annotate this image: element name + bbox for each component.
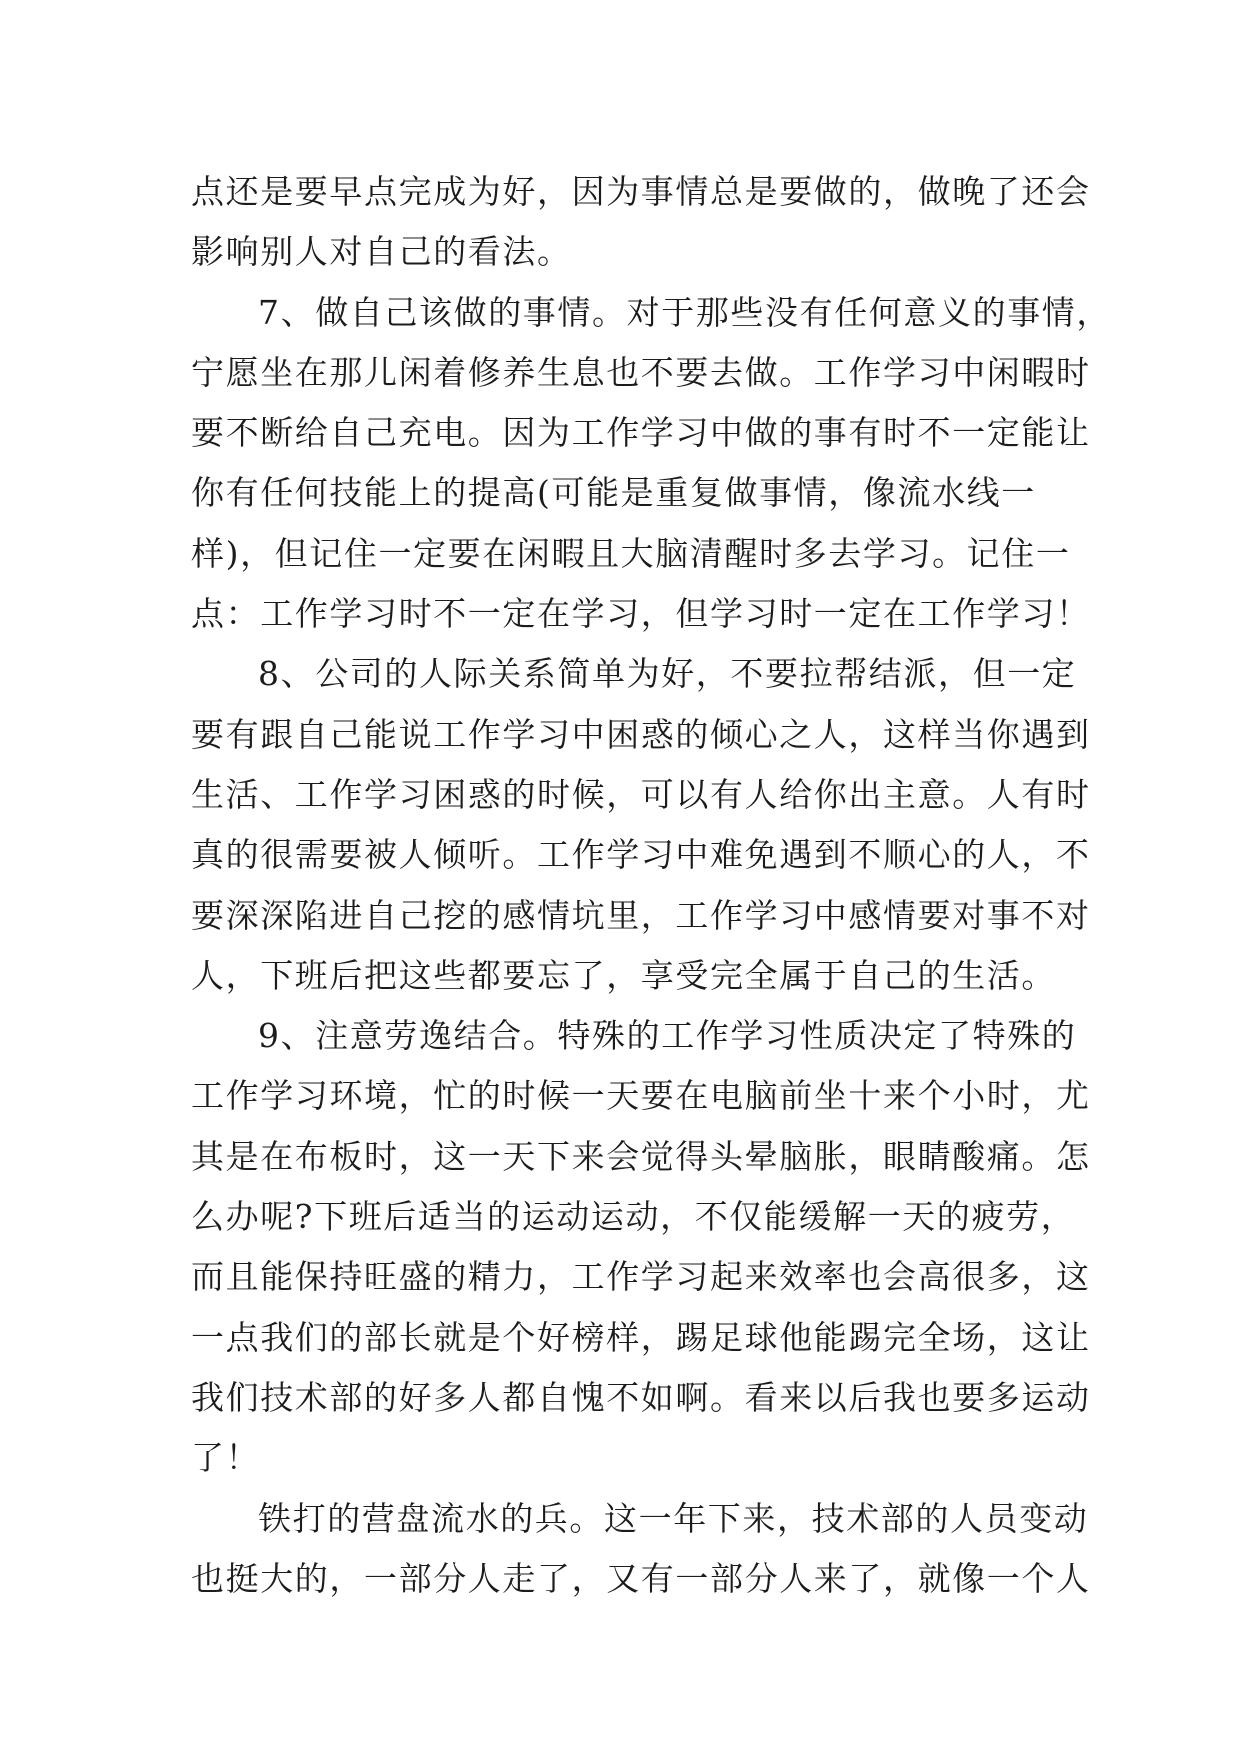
text-line: 你有任何技能上的提高(可能是重复做事情，像流水线一 [191, 473, 1036, 513]
text-line: 一点我们的部长就是个好榜样，踢足球他能踢完全场，这让 [191, 1317, 1091, 1357]
text-line: 生活、工作学习困惑的时候，可以有人给你出主意。人有时 [191, 774, 1091, 814]
text-line: 点还是要早点完成为好，因为事情总是要做的，做晚了还会 [191, 172, 1091, 211]
text-line: 人，下班后把这些都要忘了，享受完全属于自己的生活。 [191, 955, 1056, 995]
text-line: 影响别人对自己的看法。 [191, 232, 572, 272]
text-line: 也挺大的，一部分人走了，又有一部分人来了，就像一个人 [191, 1558, 1091, 1598]
text-line: 8、公司的人际关系简单为好，不要拉帮结派，但一定 [258, 654, 1077, 694]
text-line: 要不断给自己充电。因为工作学习中做的事有时不一定能让 [191, 413, 1091, 453]
text-line: 要深深陷进自己挖的感情坑里，工作学习中感情要对事不对 [191, 895, 1091, 935]
body-text [191, 162, 1111, 1609]
text-line: 要有跟自己能说工作学习中困惑的倾心之人，这样当你遇到 [191, 714, 1091, 754]
text-line: 而且能保持旺盛的精力，工作学习起来效率也会高很多，这 [191, 1257, 1091, 1297]
text-line: 宁愿坐在那儿闲着修养生息也不要去做。工作学习中闲暇时 [191, 352, 1091, 392]
text-line: 其是在布板时，这一天下来会觉得头晕脑胀，眼睛酸痛。怎 [191, 1136, 1091, 1176]
text-line: 真的很需要被人倾听。工作学习中难免遇到不顺心的人，不 [191, 835, 1091, 875]
text-line: 工作学习环境，忙的时候一天要在电脑前坐十来个小时，尤 [191, 1076, 1091, 1116]
text-line: 7、做自己该做的事情。对于那些没有任何意义的事情， [258, 292, 1111, 332]
text-line: 样)，但记住一定要在闲暇且大脑清醒时多去学习。记住一 [191, 533, 1071, 573]
text-line: 么办呢?下班后适当的运动运动，不仅能缓解一天的疲劳， [191, 1197, 1076, 1237]
text-line: 9、注意劳逸结合。特殊的工作学习性质决定了特殊的 [258, 1016, 1077, 1056]
text-line: 点：工作学习时不一定在学习，但学习时一定在工作学习！ [191, 594, 1091, 634]
text-line: 我们技术部的好多人都自愧不如啊。看来以后我也要多运动 [191, 1377, 1091, 1417]
text-line: 了！ [191, 1438, 261, 1478]
text-line: 铁打的营盘流水的兵。这一年下来，技术部的人员变动 [258, 1498, 1089, 1538]
